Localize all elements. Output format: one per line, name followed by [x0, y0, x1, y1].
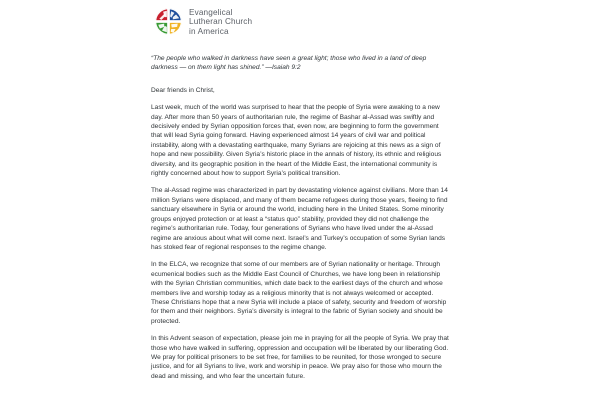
wordmark-line-3: in America [189, 26, 229, 36]
wordmark-line-2: Lutheran Church [189, 17, 253, 27]
letter-paragraph: In this Advent season of expectation, please join me in praying for all the people of Syria. We pray that those who have walked in suffering, oppression and occupation will be liberated by our liberating God. We pray for political prisoners to be set free, for families to be reunited, for those wronged to secure justice, and for all Syrians to live, work and worship in peace. We pray also for those who mourn the dead and missing, and who fear the uncertain future. [151, 335, 449, 380]
letter-paragraph: In the ELCA, we recognize that some of our members are of Syrian nationality or heritage. Through ecumenical bodies such as the Middle East Council of Churches, we have long been in relationship with the Syrian Christian communities, which date back to the earliest days of the church and whose members live and worship today as a religious minority that is not always welcomed or accepted. These Christians hope that a new Syria will include a place of safety, security and freedom of worship for them and their neighbors. Syria’s diversity is integral to the fabric of Syrian society and should be protected. [151, 261, 447, 325]
elca-logo-lockup [155, 8, 252, 36]
letter-paragraph: Last week, much of the world was surprised to hear that the people of Syria were awaking to a new day. After more than 50 years of authoritarian rule, the regime of Bashar al-Assad was swiftly and decisively ended by Syrian opposition forces that, even now, are beginning to form the government that will lead Syria going forward. Having experienced almost 14 years of civil war and political instability, along with a devastating earthquake, many Syrians are rejoicing at this news as a sign of hope and new possibility. Given Syria’s historic place in the annals of history, its ethnic and religious diversity, and its geographic position in the heart of the Middle East, the international community is rightly concerned about how to support Syria’s political transition. [151, 104, 442, 178]
letter-salutation: Dear friends in Christ, [151, 86, 215, 94]
wordmark-line-1: Evangelical [189, 8, 233, 17]
elca-circle-cross-logo-icon [155, 8, 182, 35]
scripture-epigraph: “The people who walked in darkness have seen a great light; those who lived in a land of deep darkness — on them light has shined.” —Isaiah 9:2 [151, 55, 427, 72]
letter-body [151, 54, 451, 381]
letter-paragraph: The al-Assad regime was characterized in part by devastating violence against civilians. More than 14 million Syrians were displaced, and many of them became refugees during those years, fleeing to find sanctuary elsewhere in Syria or around the world, including here in the United States. Some minority groups enjoyed protection or at least a “status quo” stability, provided they did not challenge the regime’s authoritarian rule. Today, four generations of Syrians who have lived under the al-Assad regime are anxious about what will come next. Israel’s and Turkey’s occupation of some Syrian lands has stoked fear of regional responses to the regime change. [151, 187, 448, 251]
elca-wordmark [189, 8, 252, 36]
